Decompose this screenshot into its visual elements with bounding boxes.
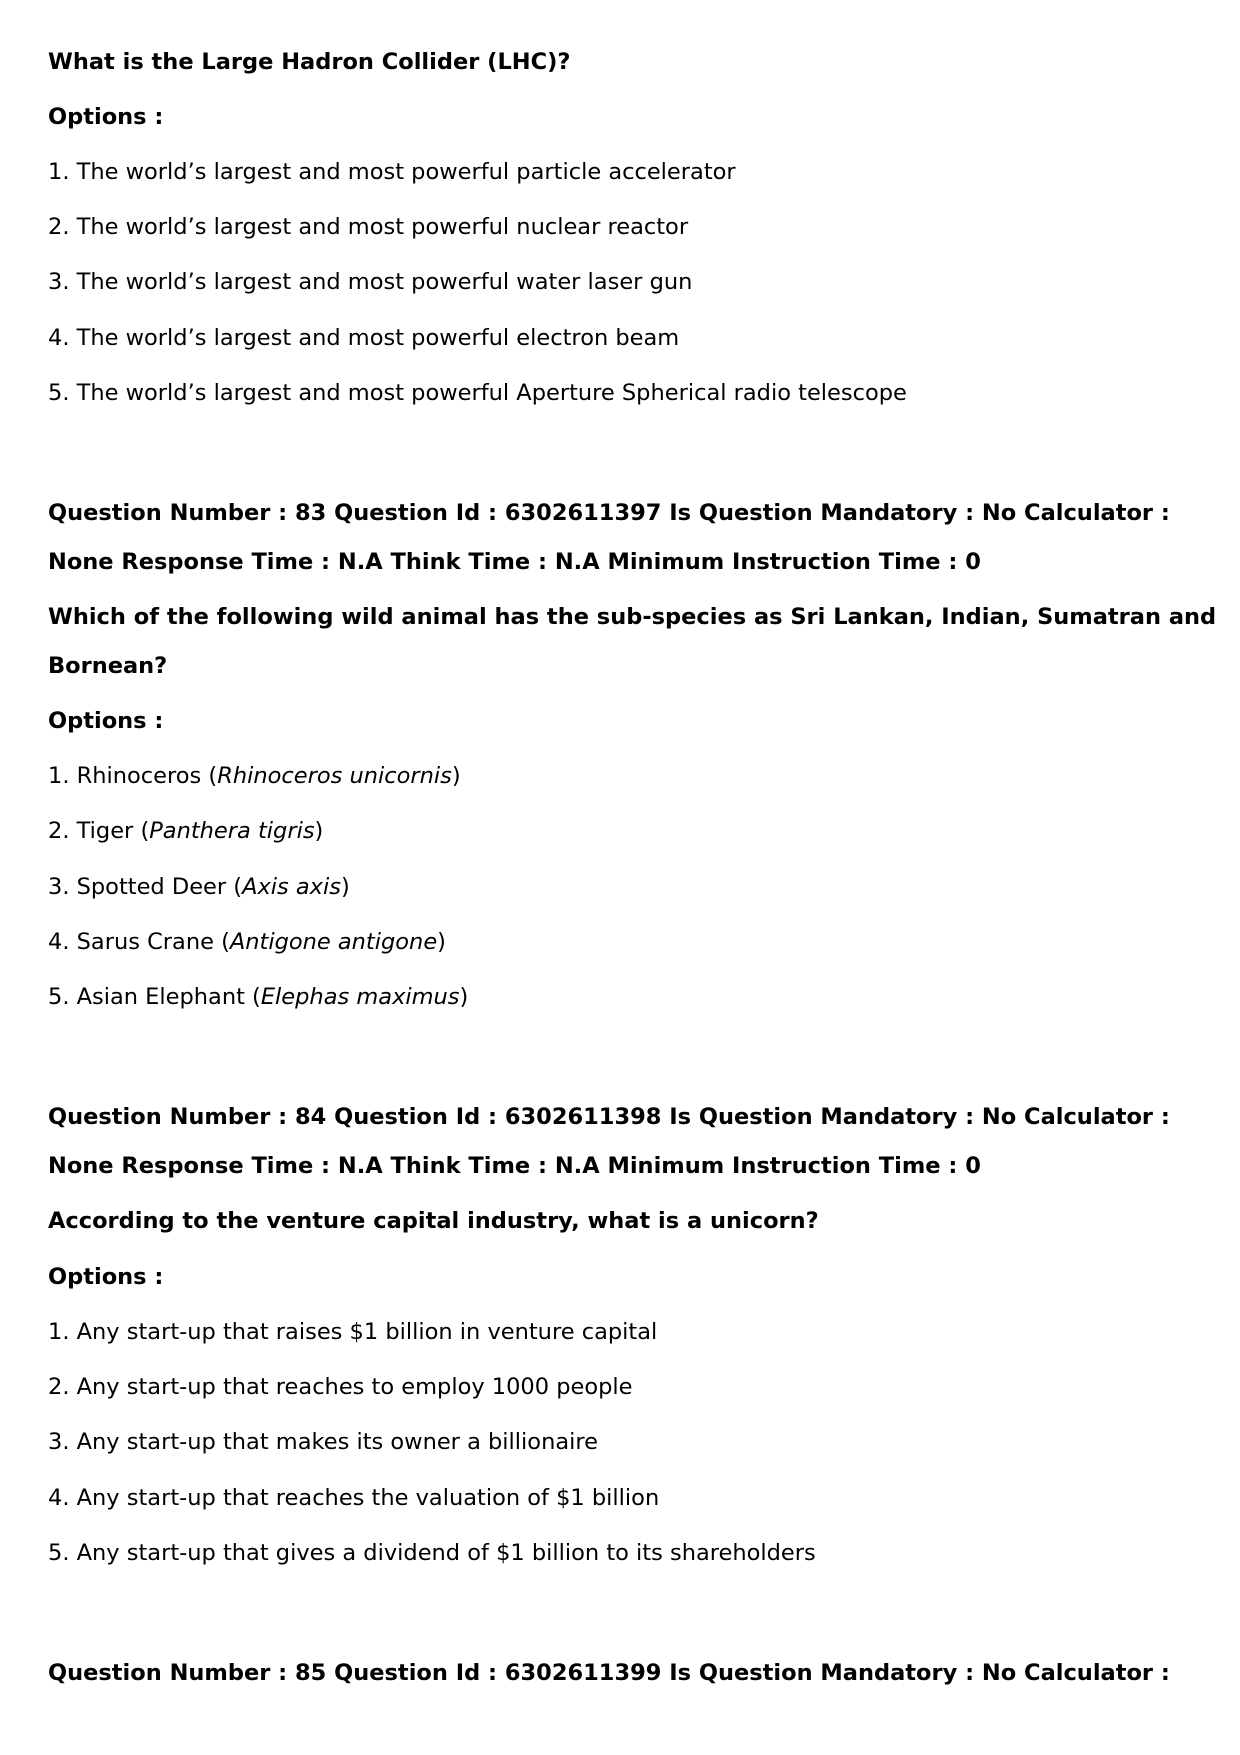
option-82-4: 4. The world’s largest and most powerful electron beam (48, 325, 680, 351)
option-83-3: 3. Spotted Deer (Axis axis) (48, 874, 350, 900)
scientific-name: Antigone antigone (229, 929, 438, 955)
question-85-meta-line1: Question Number : 85 Question Id : 6302611399 Is Question Mandatory : No Calculator : (48, 1660, 1170, 1686)
question-83-text-line2: Bornean? (48, 653, 168, 679)
question-83-text-line1: Which of the following wild animal has the sub-species as Sri Lankan, Indian, Sumatran and (48, 604, 1217, 630)
option-84-4: 4. Any start-up that reaches the valuation of $1 billion (48, 1485, 660, 1511)
option-83-4: 4. Sarus Crane (Antigone antigone) (48, 929, 446, 955)
question-84-meta-line2: None Response Time : N.A Think Time : N.A Minimum Instruction Time : 0 (48, 1153, 981, 1179)
question-83-meta-line2: None Response Time : N.A Think Time : N.A Minimum Instruction Time : 0 (48, 549, 981, 575)
option-84-3: 3. Any start-up that makes its owner a billionaire (48, 1429, 598, 1455)
scientific-name: Panthera tigris (149, 818, 315, 844)
option-83-1: 1. Rhinoceros (Rhinoceros unicornis) (48, 763, 461, 789)
options-label: Options : (48, 104, 164, 130)
option-84-2: 2. Any start-up that reaches to employ 1000 people (48, 1374, 633, 1400)
question-82-text: What is the Large Hadron Collider (LHC)? (48, 49, 571, 75)
question-84-text: According to the venture capital industry, what is a unicorn? (48, 1208, 819, 1234)
question-83-meta-line1: Question Number : 83 Question Id : 6302611397 Is Question Mandatory : No Calculator : (48, 500, 1170, 526)
question-84-meta-line1: Question Number : 84 Question Id : 6302611398 Is Question Mandatory : No Calculator : (48, 1104, 1170, 1130)
option-84-5: 5. Any start-up that gives a dividend of $1 billion to its shareholders (48, 1540, 816, 1566)
option-83-2: 2. Tiger (Panthera tigris) (48, 818, 324, 844)
option-82-2: 2. The world’s largest and most powerful nuclear reactor (48, 214, 689, 240)
scientific-name: Rhinoceros unicornis (217, 763, 452, 789)
option-82-5: 5. The world’s largest and most powerful Aperture Spherical radio telescope (48, 380, 907, 406)
option-82-1: 1. The world’s largest and most powerful particle accelerator (48, 159, 736, 185)
option-82-3: 3. The world’s largest and most powerful water laser gun (48, 269, 693, 295)
options-label: Options : (48, 1264, 164, 1290)
scientific-name: Elephas maximus (260, 984, 460, 1010)
options-label: Options : (48, 708, 164, 734)
option-83-5: 5. Asian Elephant (Elephas maximus) (48, 984, 469, 1010)
scientific-name: Axis axis (242, 874, 341, 900)
option-84-1: 1. Any start-up that raises $1 billion in venture capital (48, 1319, 658, 1345)
